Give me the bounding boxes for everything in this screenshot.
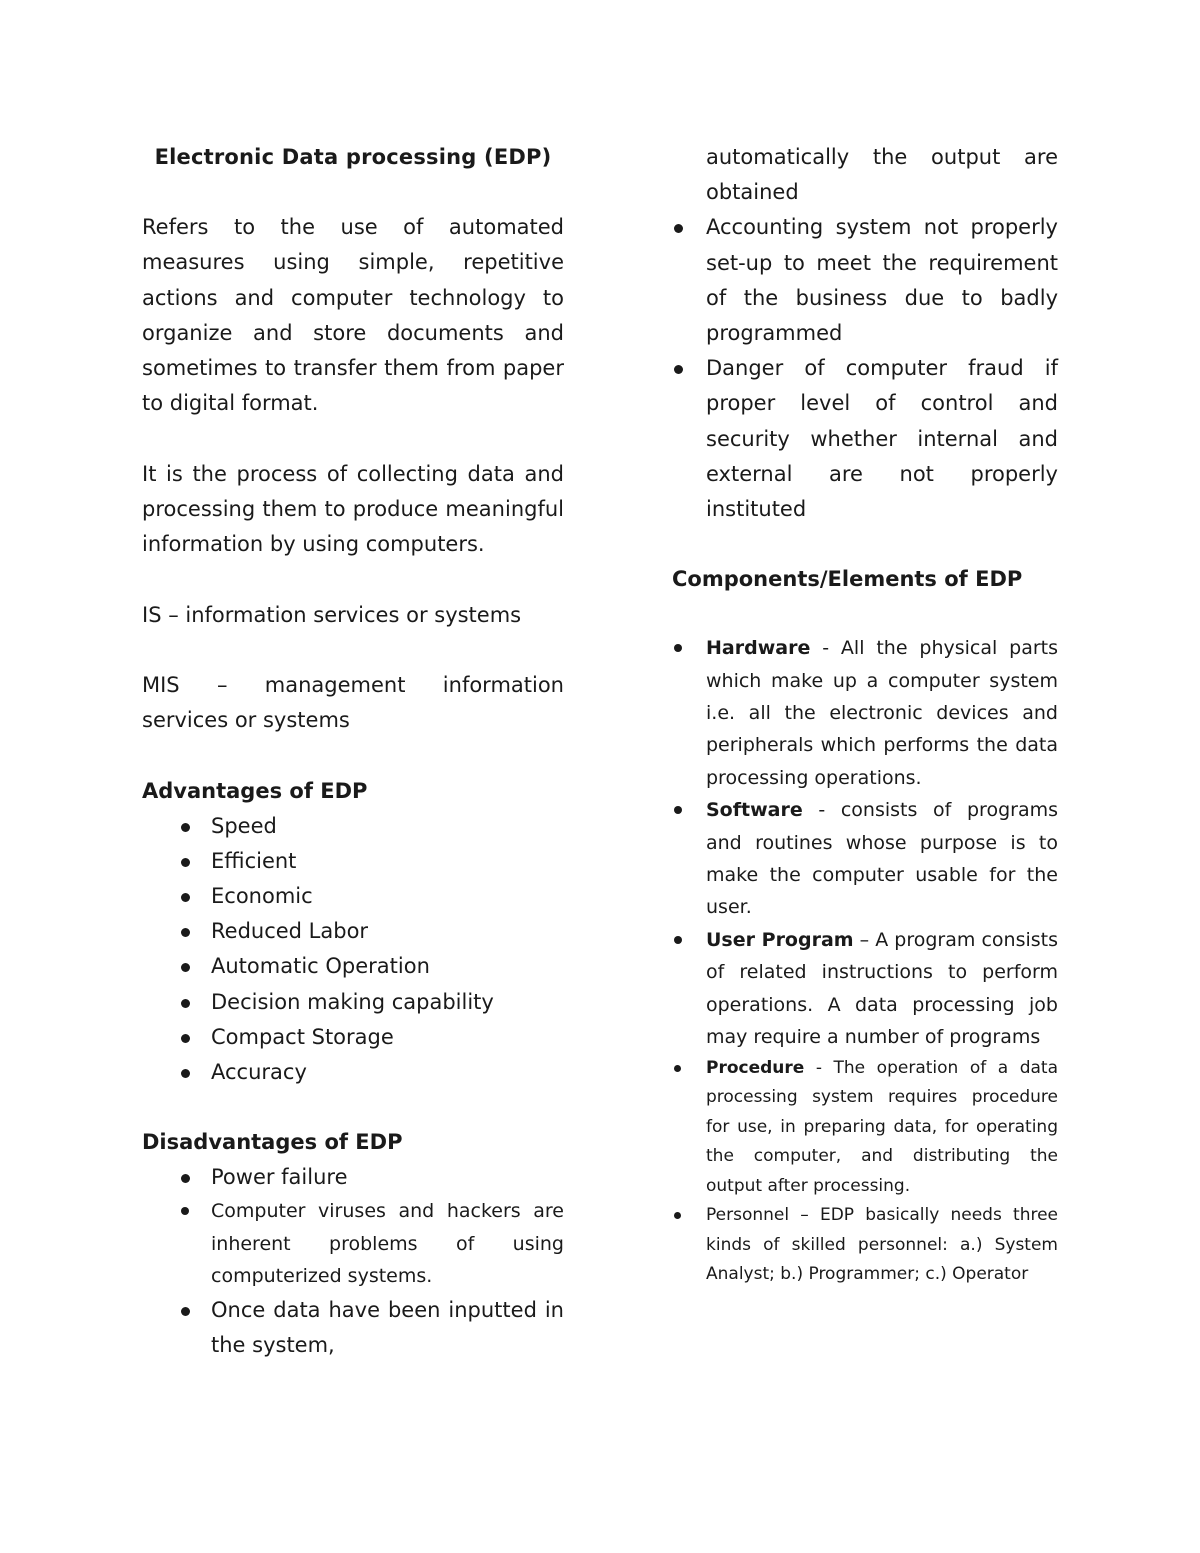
- list-item: Accounting system not properly set-up to meet the requirement of the business due to badly programmed: [672, 210, 1058, 351]
- disadvantages-list-continued: [672, 210, 1058, 527]
- disadvantages-list: [142, 1160, 564, 1363]
- list-item: Compact Storage: [142, 1020, 564, 1055]
- list-item: Power failure: [142, 1160, 564, 1195]
- list-item: Danger of computer fraud if proper level of control and security whether internal and external are not properly instituted: [672, 351, 1058, 527]
- component-user-program: [672, 924, 1058, 1054]
- is-definition: IS – information services or systems: [142, 602, 522, 627]
- component-description: - The operation of a data processing system requires procedure for use, in preparing data, for operating the computer, and distributing the output after processing.: [706, 1057, 1058, 1196]
- component-description: - consists of programs and routines whose purpose is to make the computer usable for the user.: [706, 799, 1058, 919]
- component-software: [672, 794, 1058, 924]
- component-personnel: [672, 1201, 1058, 1290]
- component-description: Personnel – EDP basically needs three kinds of skilled personnel: a.) System Analyst; b.) Programmer; c.) Operator: [706, 1205, 1058, 1285]
- component-term: Procedure: [706, 1057, 805, 1078]
- list-item: Efficient: [142, 844, 564, 879]
- list-item: Decision making capability: [142, 985, 564, 1020]
- components-heading: Components/Elements of EDP: [672, 567, 1023, 592]
- components-list: [672, 632, 1058, 1289]
- component-hardware: [672, 632, 1058, 794]
- list-item: Reduced Labor: [142, 914, 564, 949]
- mis-definition: MIS – management information services or systems: [142, 672, 564, 733]
- document-title: Electronic Data processing (EDP): [154, 145, 552, 169]
- list-item: Automatic Operation: [142, 949, 564, 984]
- advantages-heading: Advantages of EDP: [142, 778, 368, 803]
- list-item-continuation: automatically the output are obtained: [706, 145, 1058, 205]
- advantages-list: [142, 809, 564, 1091]
- left-column: [142, 140, 564, 1363]
- edp-definition-paragraph: Refers to the use of automated measures using simple, repetitive actions and computer technology to organize and store documents and sometimes to transfer them from paper to digital format.: [142, 215, 564, 416]
- list-item: Speed: [142, 809, 564, 844]
- component-procedure: [672, 1054, 1058, 1202]
- edp-process-paragraph: It is the process of collecting data and processing them to produce meaningful information by using computers.: [142, 461, 564, 557]
- component-term: User Program: [706, 928, 854, 951]
- list-item: Once data have been inputted in the system,: [142, 1293, 564, 1363]
- list-item: Economic: [142, 879, 564, 914]
- component-description: - All the physical parts which make up a computer system i.e. all the electronic devices and peripherals which performs the data processing operations.: [706, 637, 1058, 789]
- component-term: Hardware: [706, 637, 811, 660]
- component-description: – A program consists of related instructions to perform operations. A data processing job may require a number of programs: [706, 928, 1058, 1049]
- list-item: Computer viruses and hackers are inherent problems of using computerized systems.: [142, 1195, 564, 1293]
- right-column: [672, 140, 1058, 1290]
- disadvantages-heading: Disadvantages of EDP: [142, 1130, 403, 1155]
- component-term: Software: [706, 799, 803, 822]
- list-item: Accuracy: [142, 1055, 564, 1090]
